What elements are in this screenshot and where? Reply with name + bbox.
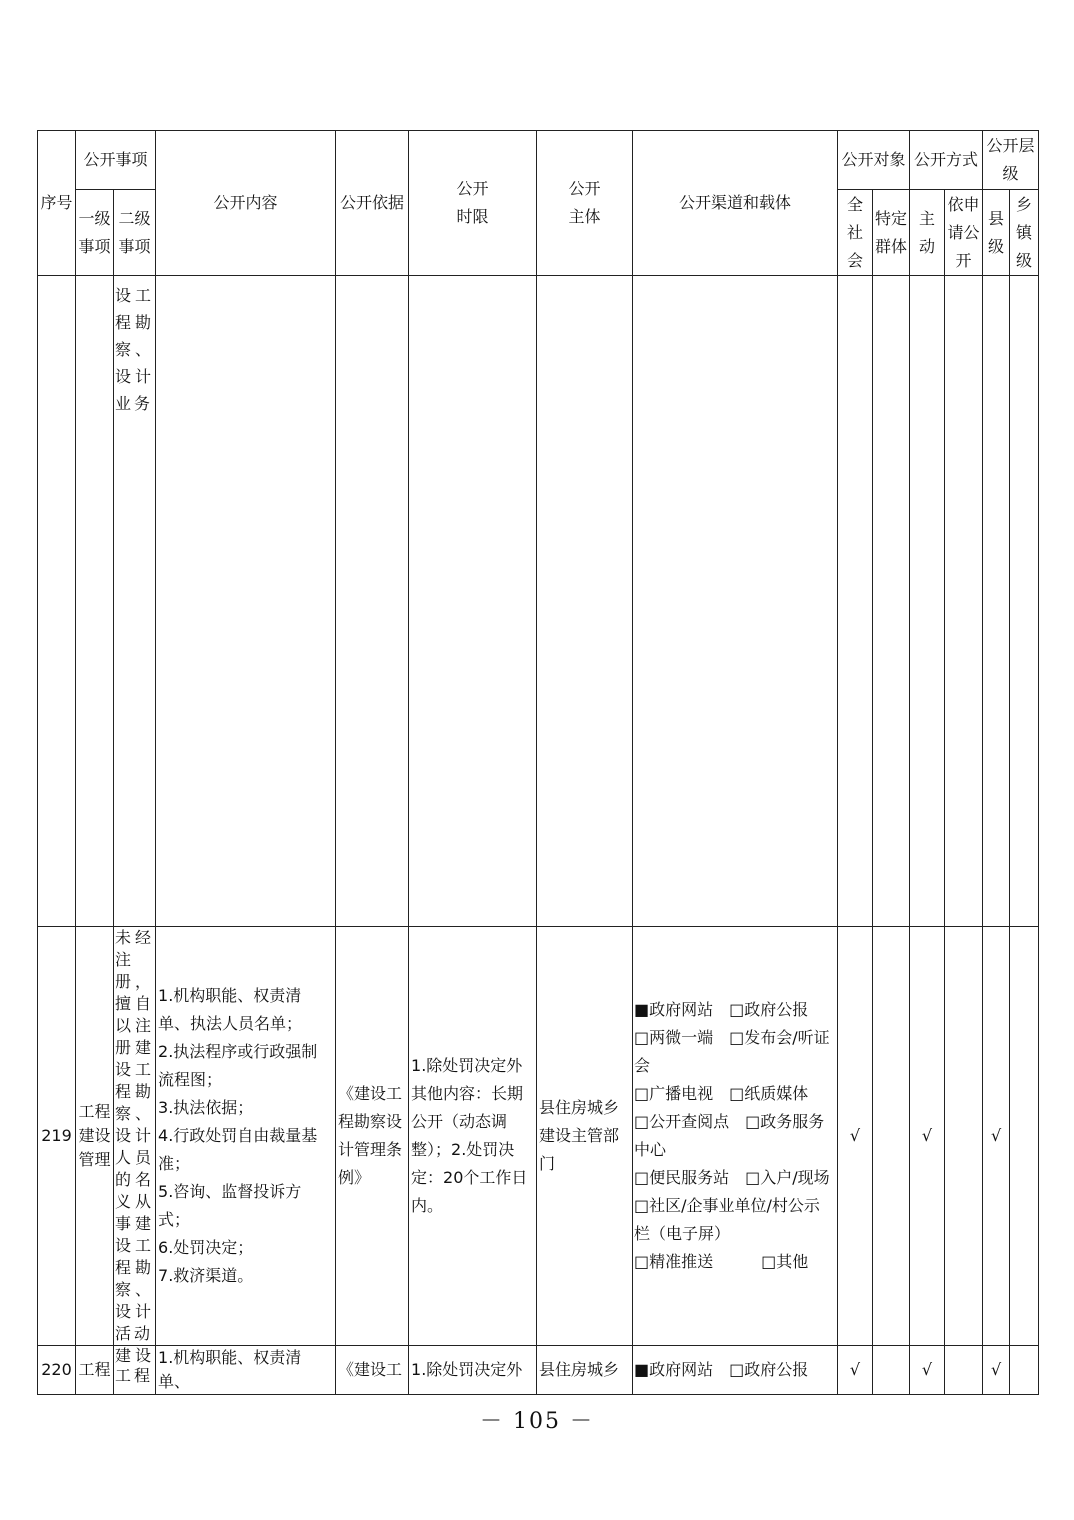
header-time-limit: 公开时限 (409, 131, 537, 276)
disclosure-table (37, 130, 1039, 1395)
channel-line: □公开查阅点 □政务服务中心 (634, 1112, 825, 1159)
channels-cell: ■政府网站 □政府公报 (633, 1346, 838, 1395)
level-county-check: √ (983, 927, 1010, 1346)
level2-cell: 未经注册，擅自以注册建设工程勘察、设计人员的名义从事建设工程勘察、设计活动 (114, 927, 156, 1346)
header-level1: 一级事项 (76, 190, 114, 276)
header-basis: 公开依据 (336, 131, 409, 276)
header-audience-specific: 特定群体 (873, 190, 910, 276)
table-row (38, 1346, 1039, 1395)
table-row (38, 276, 1039, 927)
header-level-township: 乡镇级 (1010, 190, 1039, 276)
header-method-group: 公开方式 (910, 131, 983, 190)
level1-cell: 工程 (76, 1346, 114, 1395)
header-level-county: 县级 (983, 190, 1010, 276)
content-line: 2.执法程序或行政强制流程图； (158, 1042, 318, 1089)
channel-line: □广播电视 □纸质媒体 (634, 1084, 809, 1103)
channel-line: □社区/企事业单位/村公示栏（电子屏） (634, 1196, 820, 1243)
basis-cell: 《建设工程勘察设计管理条例》 (336, 927, 409, 1346)
level-county-check: √ (983, 1346, 1010, 1395)
audience-all-check: √ (838, 927, 873, 1346)
time-limit-cell: 1.除处罚决定外 (409, 1346, 537, 1395)
table-row (38, 927, 1039, 1346)
content-line: 4.行政处罚自由裁量基准； (158, 1126, 318, 1173)
channel-line: □便民服务站 □入户/现场 (634, 1168, 830, 1187)
content-line: 3.执法依据； (158, 1098, 254, 1117)
serial-cell: 220 (38, 1346, 76, 1395)
header-audience-all: 全社会 (838, 190, 873, 276)
header-serial: 序号 (38, 131, 76, 276)
channel-line: □两微一端 □发布会/听证会 (634, 1028, 830, 1075)
basis-cell: 《建设工 (336, 1346, 409, 1395)
header-item-group: 公开事项 (76, 131, 156, 190)
content-cell (156, 927, 336, 1346)
subject-cell: 县住房城乡建设主管部门 (537, 927, 633, 1346)
level1-cell: 工程建设管理 (76, 927, 114, 1346)
method-active-check: √ (910, 1346, 945, 1395)
header-level2: 二级事项 (114, 190, 156, 276)
header-level-group: 公开层级 (983, 131, 1039, 190)
content-line: 6.处罚决定； (158, 1238, 254, 1257)
page-number: － 105 － (480, 1409, 594, 1434)
level2-cell: 设工程勘察、设计业务 (114, 276, 156, 927)
subject-cell: 县住房城乡 (537, 1346, 633, 1395)
level2-cell: 建设工程 (114, 1346, 156, 1395)
header-channels: 公开渠道和载体 (633, 131, 838, 276)
content-line: 5.咨询、监督投诉方式； (158, 1182, 302, 1229)
header-method-request: 依申请公开 (945, 190, 983, 276)
content-line: 1.机构职能、权责清单、执法人员名单； (158, 986, 303, 1033)
header-content: 公开内容 (156, 131, 336, 276)
header-method-active: 主动 (910, 190, 945, 276)
header-subject: 公开主体 (537, 131, 633, 276)
channel-line: ■政府网站 □政府公报 (634, 1000, 809, 1019)
serial-cell: 219 (38, 927, 76, 1346)
method-active-check: √ (910, 927, 945, 1346)
time-limit-cell: 1.除处罚决定外其他内容：长期公开（动态调整）；2.处罚决定：20个工作日内。 (409, 927, 537, 1346)
content-line: 7.救济渠道。 (158, 1266, 254, 1285)
channels-cell (633, 927, 838, 1346)
header-audience-group: 公开对象 (838, 131, 910, 190)
channel-line: □精准推送 □其他 (634, 1252, 809, 1271)
audience-all-check: √ (838, 1346, 873, 1395)
content-cell: 1.机构职能、权责清单、 (156, 1346, 336, 1395)
